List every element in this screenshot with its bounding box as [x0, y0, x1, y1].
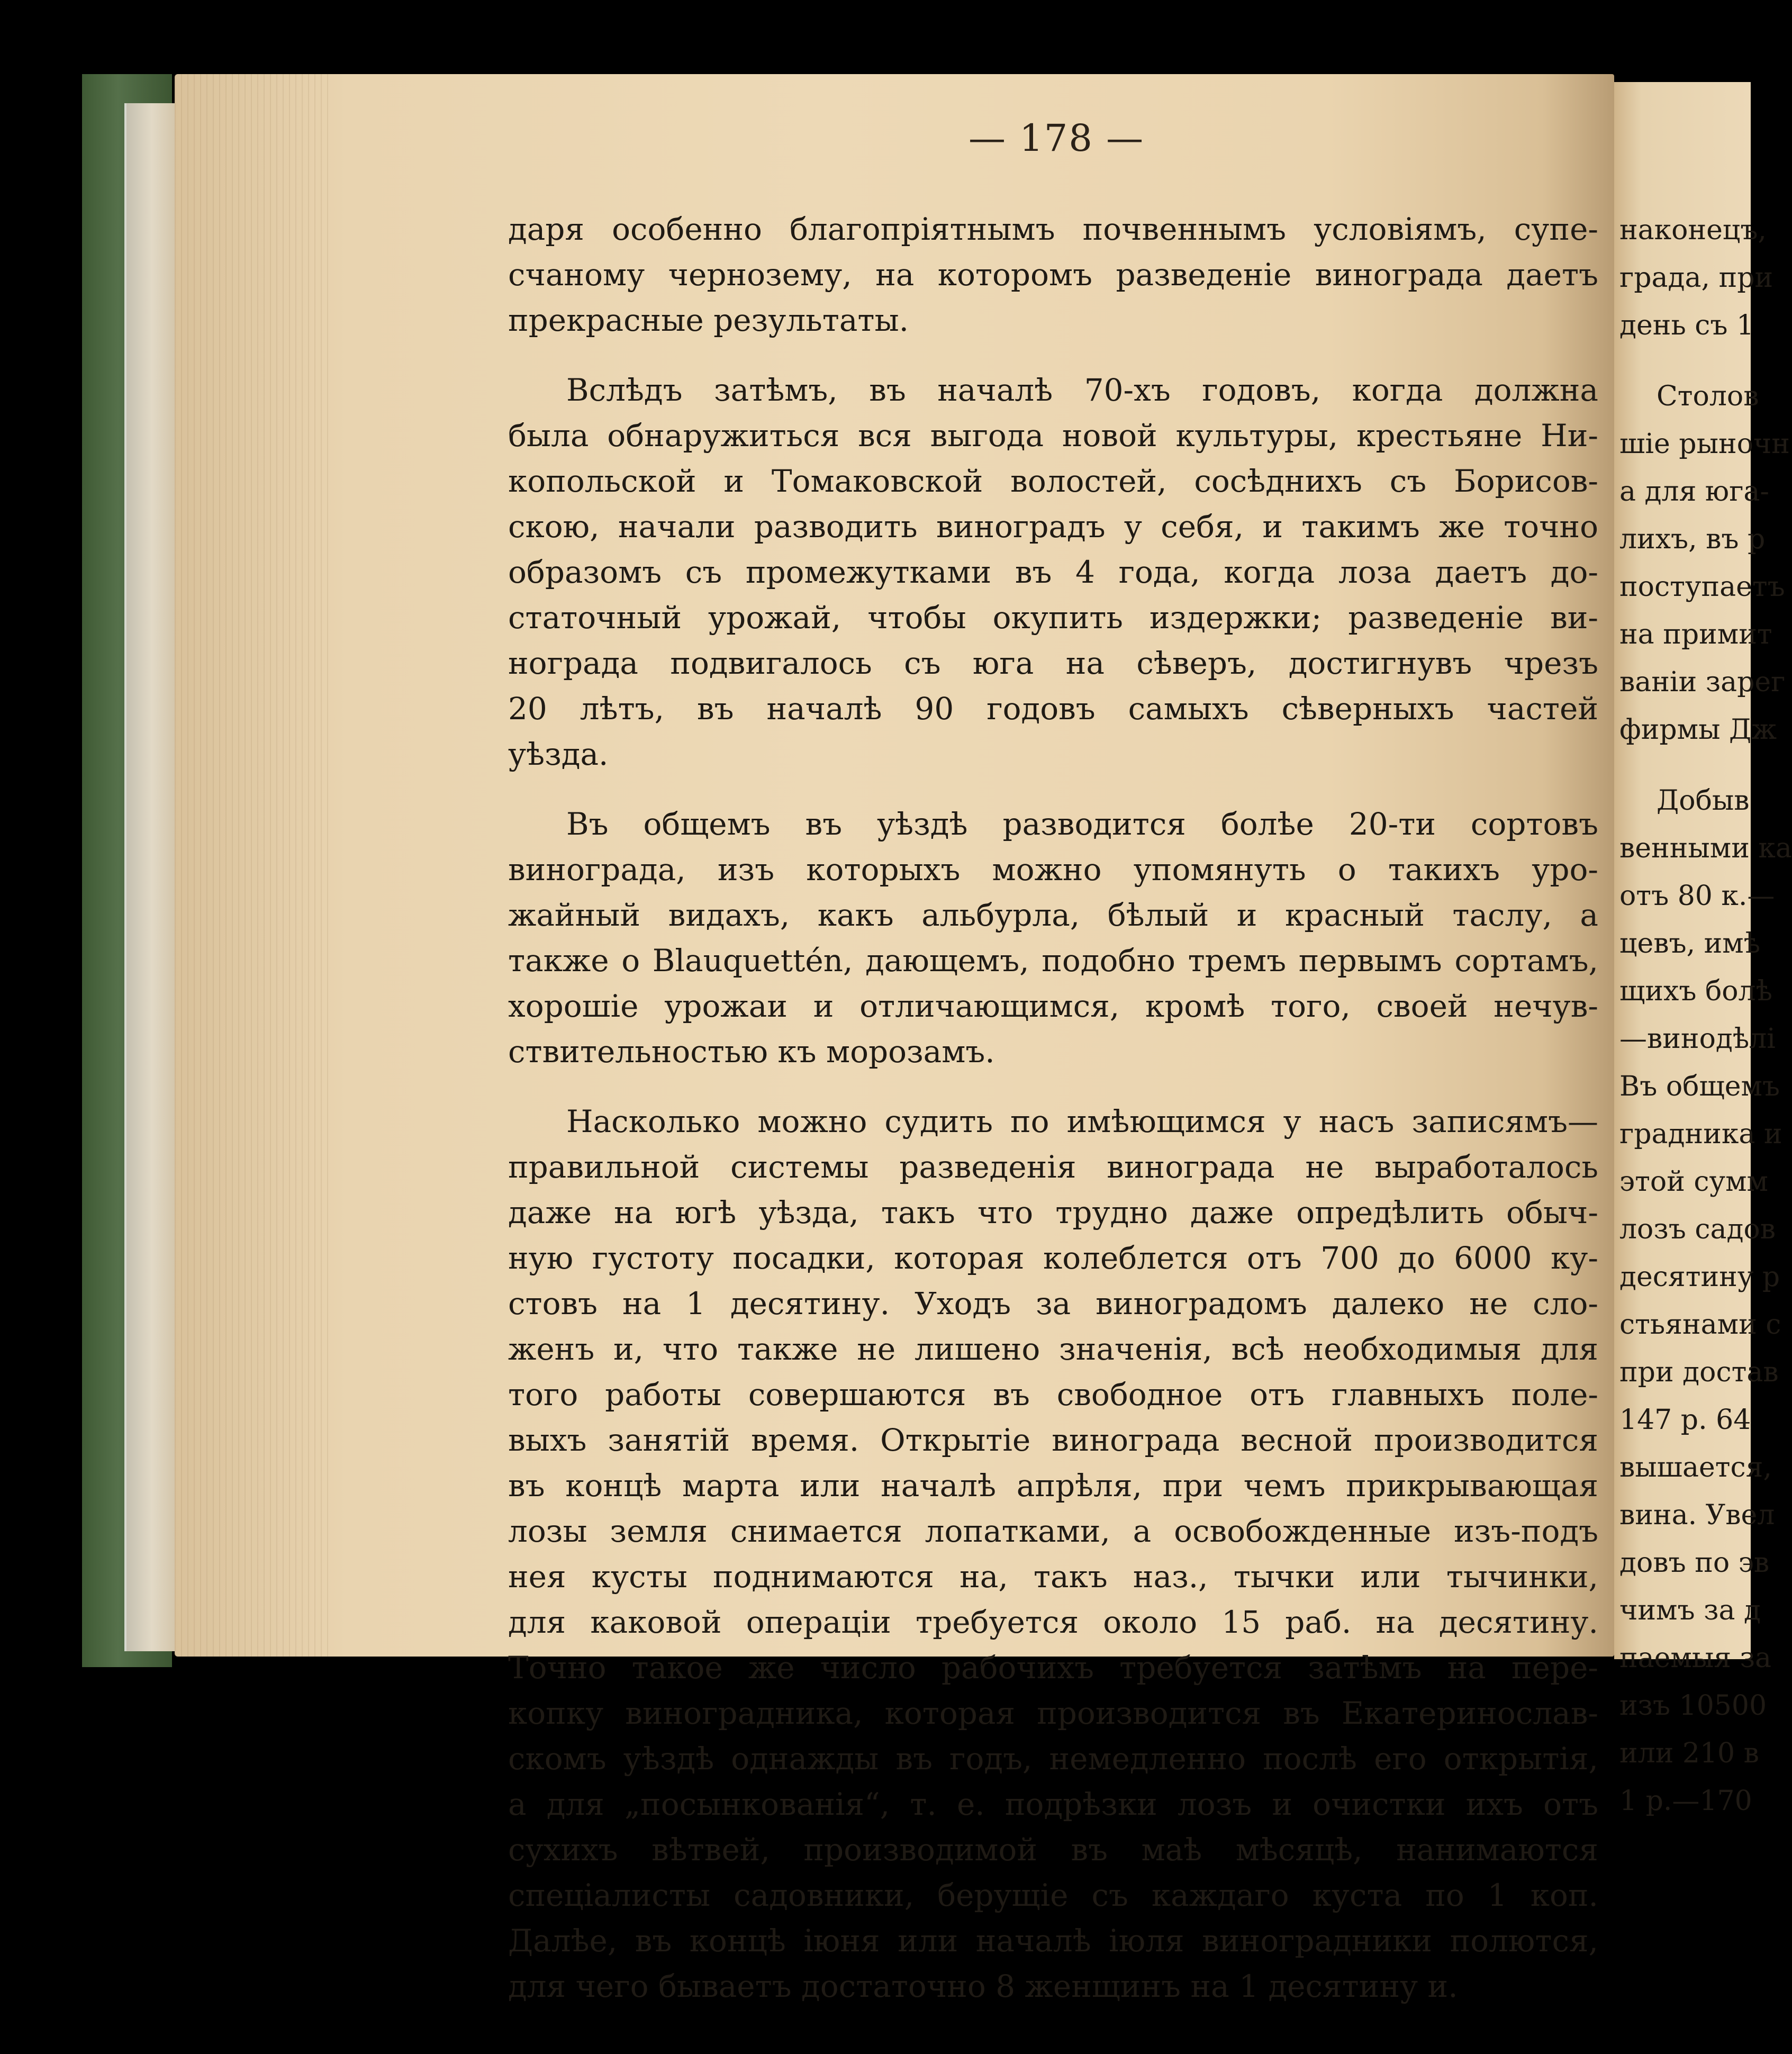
- paragraph: [508, 206, 1598, 343]
- text-line: жайный видахъ, какъ альбурла, бѣлый и красный таслу, а: [508, 897, 1598, 933]
- fragment-line: на примит: [1619, 619, 1772, 650]
- fragment-line: или 210 в: [1619, 1738, 1759, 1769]
- text-line: нея кусты поднимаются на, такъ наз., тычки или тычинки,: [508, 1559, 1598, 1595]
- text-line: стовъ на 1 десятину. Уходъ за виноградомъ далеко не сло-: [508, 1286, 1598, 1322]
- fragment-line: отъ 80 к.—: [1619, 880, 1775, 912]
- fragment-line: лозъ садов: [1619, 1214, 1776, 1245]
- text-line: прекрасные результаты.: [508, 302, 909, 338]
- fragment-line: 1 р.—170: [1619, 1785, 1752, 1817]
- fragment-line: наконецъ,: [1619, 214, 1767, 246]
- text-line: для каковой операціи требуется около 15 раб. на десятину.: [508, 1604, 1598, 1640]
- paragraph: [508, 367, 1598, 777]
- fragment-line: Столов: [1657, 381, 1759, 412]
- right-page-text: [1619, 206, 1792, 1825]
- text-line: хорошіе урожаи и отличающимся, кромѣ того, своей нечув-: [508, 988, 1598, 1024]
- fragment-line: день съ 1: [1619, 310, 1754, 341]
- fragment-line: поступаетъ: [1619, 571, 1785, 603]
- text-line: сухихъ вѣтвей, производимой въ маѣ мѣсяцѣ, нанимаются: [508, 1832, 1598, 1868]
- text-line: счаному чернозему, на которомъ разведеніе винограда даетъ: [508, 257, 1598, 293]
- text-line: Далѣе, въ концѣ іюня или началѣ іюля виноградники полются,: [508, 1923, 1598, 1959]
- text-line: 20 лѣтъ, въ началѣ 90 годовъ самыхъ сѣверныхъ частей: [508, 691, 1598, 727]
- text-line: образомъ съ промежутками въ 4 года, когда лоза даетъ до-: [508, 554, 1598, 590]
- text-line: даря особенно благопріятнымъ почвеннымъ условіямъ, супе-: [508, 211, 1598, 247]
- text-line: Насколько можно судить по имѣющимся у насъ записямъ—: [566, 1103, 1598, 1139]
- fragment-line: градника и: [1619, 1118, 1782, 1150]
- text-line: того работы совершаются въ свободное отъ главныхъ поле-: [508, 1377, 1598, 1413]
- fragment-line: при достав: [1619, 1356, 1779, 1388]
- fragment-line: шіе рыночн: [1619, 428, 1790, 460]
- text-line: лозы земля снимается лопатками, а освобожденные изъ-подъ: [508, 1513, 1598, 1549]
- fragment-line: лихъ, въ р: [1619, 523, 1766, 555]
- text-line: скою, начали разводить виноградъ у себя, и такимъ же точно: [508, 509, 1598, 545]
- fragment-line: венными ка: [1619, 833, 1792, 864]
- text-line: Въ общемъ въ уѣздѣ разводится болѣе 20-ти сортовъ: [566, 806, 1598, 842]
- text-line: копольской и Томаковской волостей, сосѣднихъ съ Борисов-: [508, 463, 1598, 499]
- fragment-line: щихъ болѣ: [1619, 975, 1772, 1007]
- text-line: также о Blauquettén, дающемъ, подобно тремъ первымъ сортамъ,: [508, 943, 1598, 979]
- text-line: спеціалисты садовники, берущіе съ каждаго куста по 1 коп.: [508, 1877, 1598, 1913]
- fragment-line: —винодѣлі: [1619, 1023, 1776, 1055]
- text-line: была обнаружиться вся выгода новой культуры, крестьяне Ни-: [508, 418, 1598, 454]
- text-line: Вслѣдъ затѣмъ, въ началѣ 70-хъ годовъ, когда должна: [566, 372, 1598, 408]
- text-line: ную густоту посадки, которая колеблется отъ 700 до 6000 ку-: [508, 1240, 1598, 1276]
- paragraph: [508, 1099, 1598, 2009]
- fragment-line: фирмы Дж: [1619, 714, 1777, 746]
- text-line: Точно такое же число рабочихъ требуется затѣмъ на пере-: [508, 1650, 1598, 1686]
- text-line: скомъ уѣздѣ однажды въ годъ, немедленно послѣ его открытія,: [508, 1741, 1598, 1777]
- text-line: даже на югѣ уѣзда, такъ что трудно даже опредѣлить обыч-: [508, 1195, 1598, 1230]
- fragment-line: чимъ за д: [1619, 1595, 1761, 1626]
- fragment-line: града, при: [1619, 262, 1773, 294]
- text-line: нограда подвигалось съ юга на сѣверъ, достигнувъ чрезъ: [508, 645, 1598, 681]
- fragment-line: вышается,: [1619, 1452, 1772, 1483]
- fragment-line: ваніи зарег: [1619, 666, 1786, 698]
- fragment-line: вина. Увел: [1619, 1499, 1775, 1531]
- left-page-edges: [175, 74, 333, 1657]
- text-line: копку виноградника, которая производится въ Екатеринослав-: [508, 1695, 1598, 1731]
- text-line: выхъ занятій время. Открытіе винограда весной производится: [508, 1422, 1598, 1458]
- page-number: — 178 —: [969, 116, 1145, 160]
- left-page-text: [508, 206, 1598, 2033]
- paragraph: [508, 801, 1598, 1074]
- fragment-line: Въ общемъ: [1619, 1071, 1780, 1102]
- fragment-line: изъ 10500: [1619, 1690, 1767, 1722]
- fragment-line: этой сумм: [1619, 1166, 1768, 1198]
- fragment-line: паемыя за: [1619, 1642, 1771, 1674]
- text-line: женъ и, что также не лишено значенія, всѣ необходимыя для: [508, 1331, 1598, 1367]
- fragment-line: десятину р: [1619, 1261, 1780, 1293]
- text-line: уѣзда.: [508, 736, 609, 772]
- fragment-line: довъ по эв: [1619, 1547, 1770, 1579]
- paragraph-gap: [1619, 754, 1751, 777]
- text-line: статочный урожай, чтобы окупить издержки; разведеніе ви-: [508, 600, 1598, 636]
- text-line: винограда, изъ которыхъ можно упомянуть о такихъ уро-: [508, 852, 1598, 888]
- paragraph-gap: [1619, 349, 1751, 373]
- fragment-line: Добыв: [1657, 785, 1750, 817]
- text-line: для чего бываетъ достаточно 8 женщинъ на 1 десятину и.: [508, 1968, 1458, 2004]
- fragment-line: стьянами с: [1619, 1309, 1781, 1341]
- text-line: въ концѣ марта или началѣ апрѣля, при чемъ прикрывающая: [508, 1468, 1598, 1504]
- fragment-line: цевъ, имѣ: [1619, 928, 1761, 960]
- text-line: ствительностью къ морозамъ.: [508, 1034, 995, 1070]
- text-line: а для „посынкованія“, т. е. подрѣзки лозъ и очистки ихъ отъ: [508, 1786, 1598, 1822]
- fragment-line: а для юга-: [1619, 476, 1770, 508]
- fragment-line: 147 р. 64: [1619, 1404, 1751, 1436]
- text-line: правильной системы разведенія винограда не выработалось: [508, 1149, 1598, 1185]
